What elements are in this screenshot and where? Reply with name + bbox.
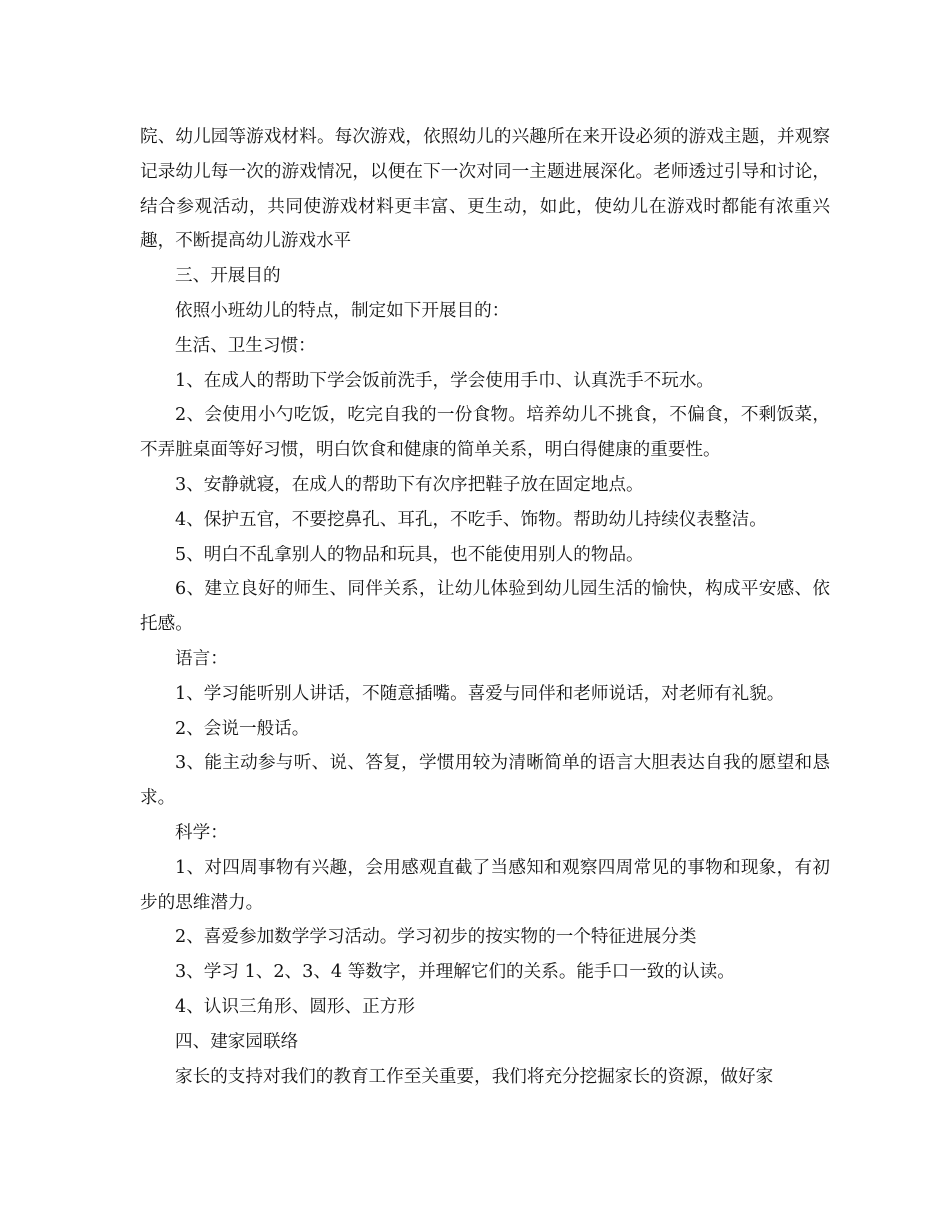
list-item: 4、认识三角形、圆形、正方形 bbox=[175, 996, 415, 1017]
list-item: 1、在成人的帮助下学会饭前洗手，学会使用手巾、认真洗手不玩水。 bbox=[175, 370, 715, 391]
list-item: 3、学习 1、2、3、4 等数字，并理解它们的关系。能手口一致的认读。 bbox=[175, 962, 735, 983]
list-item: 6、建立良好的师生、同伴关系，让幼儿体验到幼儿园生活的愉快，构成平安感、依托感。 bbox=[140, 579, 830, 635]
list-item: 3、能主动参与听、说、答复，学惯用较为清晰简单的语言大胆表达自我的愿望和恳求。 bbox=[140, 753, 830, 809]
list-item: 2、会使用小勺吃饭，吃完自我的一份食物。培养幼儿不挑食，不偏食，不剩饭菜，不弄脏桌面等好习惯，明白饮食和健康的简单关系，明白得健康的重要性。 bbox=[140, 405, 830, 461]
subsection-heading: 科学： bbox=[175, 822, 228, 843]
list-item: 4、保护五官，不要挖鼻孔、耳孔，不吃手、饰物。帮助幼儿持续仪表整洁。 bbox=[175, 509, 767, 530]
subsection-heading: 语言： bbox=[175, 648, 228, 669]
paragraph: 依照小班幼儿的特点，制定如下开展目的： bbox=[175, 300, 510, 321]
paragraph: 院、幼儿园等游戏材料。每次游戏，依照幼儿的兴趣所在来开设必须的游戏主题，并观察记录幼儿每一次的游戏情况，以便在下一次对同一主题进展深化。老师透过引导和讨论，结合参观活动，共同使游戏材料更丰富、更生动，如此，使幼儿在游戏时都能有浓重兴趣，不断提高幼儿游戏水平 bbox=[140, 127, 830, 252]
section-heading: 三、开展目的 bbox=[175, 266, 281, 287]
list-item: 3、安静就寝，在成人的帮助下有次序把鞋子放在固定地点。 bbox=[175, 474, 644, 495]
list-item: 1、学习能听别人讲话，不随意插嘴。喜爱与同伴和老师说话，对老师有礼貌。 bbox=[175, 683, 785, 704]
document-body bbox=[140, 120, 830, 1094]
list-item: 5、明白不乱拿别人的物品和玩具，也不能使用别人的物品。 bbox=[175, 544, 644, 565]
list-item: 2、喜爱参加数学学习活动。学习初步的按实物的一个特征进展分类 bbox=[175, 927, 697, 948]
list-item: 1、对四周事物有兴趣，会用感观直截了当感知和观察四周常见的事物和现象，有初步的思维潜力。 bbox=[140, 857, 830, 913]
section-heading: 四、建家园联络 bbox=[175, 1031, 299, 1052]
paragraph: 家长的支持对我们的教育工作至关重要，我们将充分挖掘家长的资源，做好家 bbox=[175, 1066, 774, 1087]
subsection-heading: 生活、卫生习惯： bbox=[175, 335, 316, 356]
list-item: 2、会说一般话。 bbox=[175, 718, 310, 739]
